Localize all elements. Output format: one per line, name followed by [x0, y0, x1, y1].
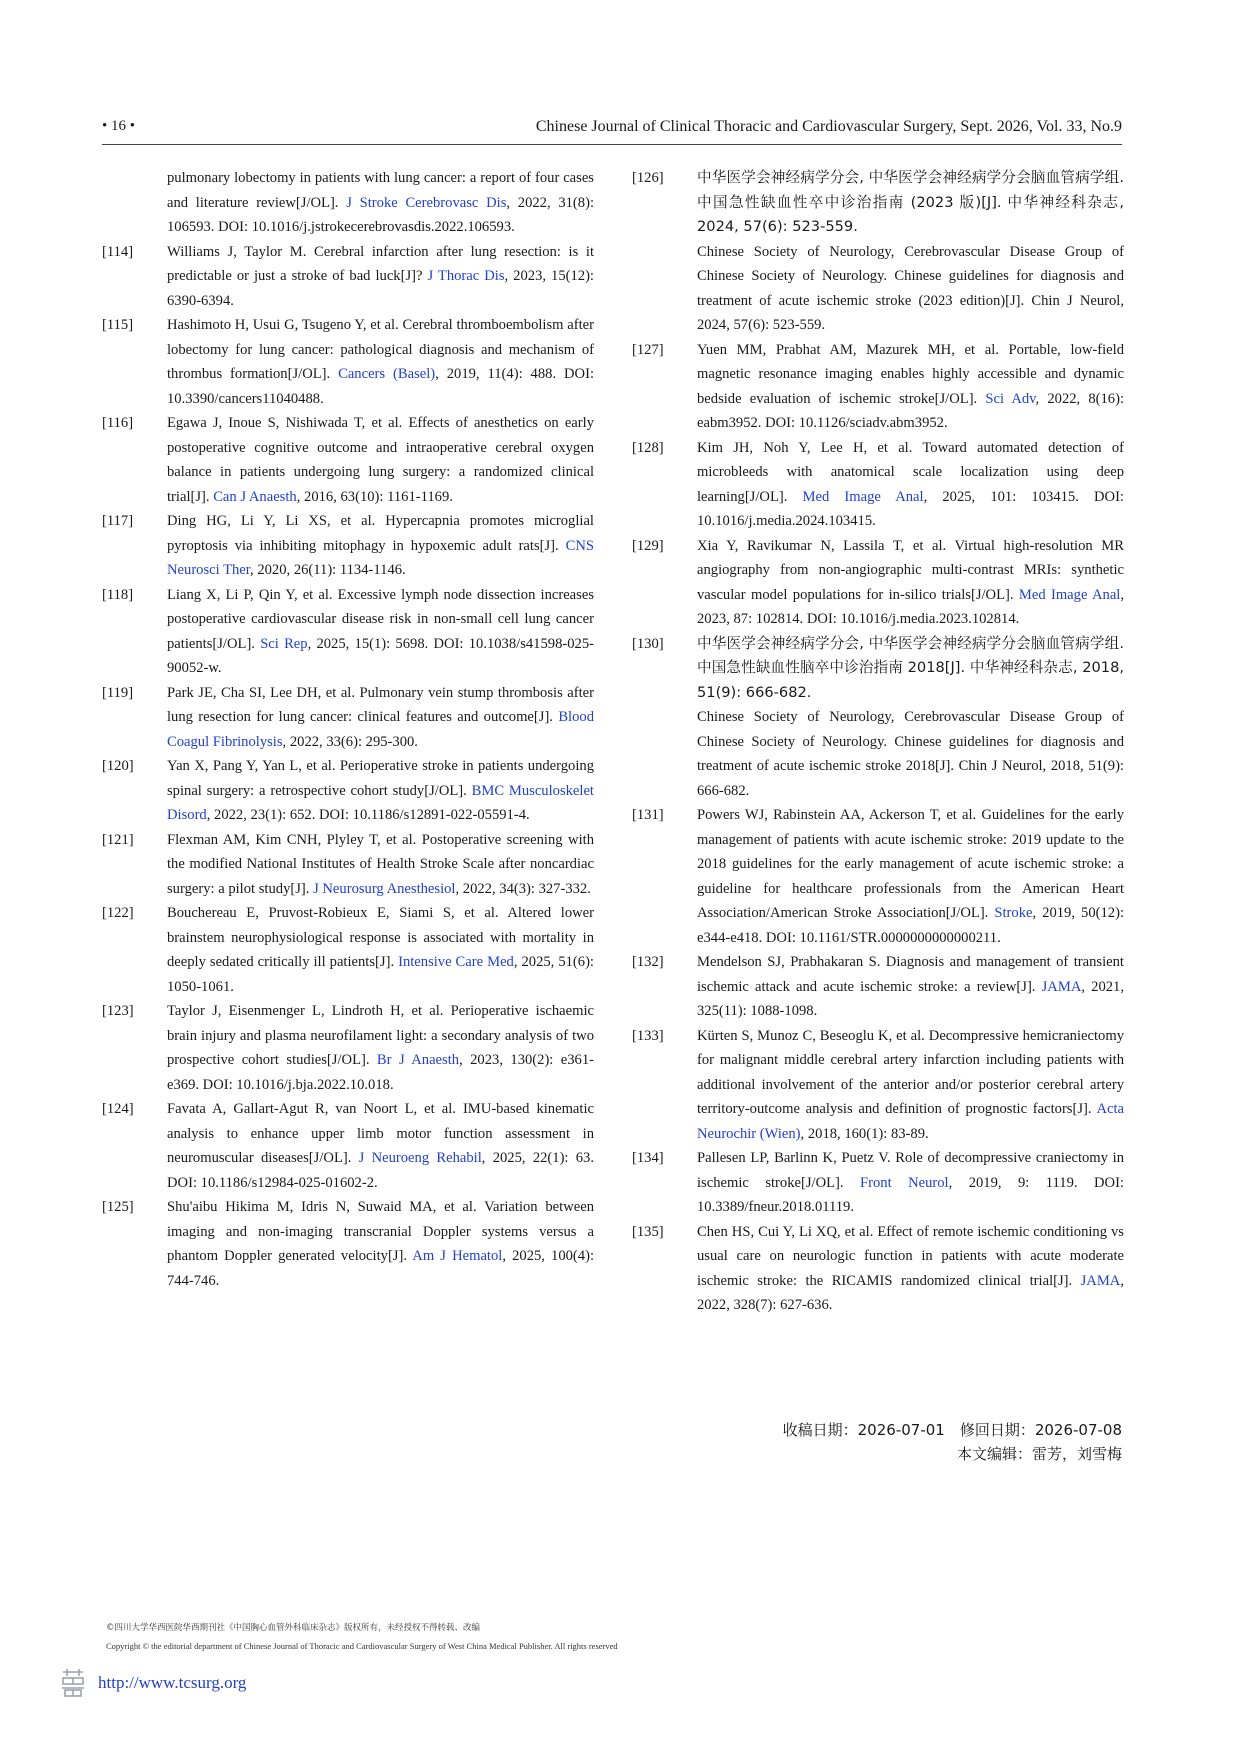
reference-item	[632, 950, 1124, 1024]
reference-number: [121]	[102, 831, 134, 848]
reference-item	[632, 1146, 1124, 1220]
reference-number: [124]	[102, 1101, 134, 1117]
page-number: • 16 •	[102, 118, 136, 134]
journal-link[interactable]: J Neurosurg Anesthesiol	[313, 880, 456, 897]
reference-citation: , 2022, 328(7): 627-636.	[697, 1272, 1124, 1313]
journal-link[interactable]: Front Neurol	[860, 1174, 949, 1191]
journal-link[interactable]: Sci Rep	[260, 635, 308, 652]
reference-citation: , 2025, 51(6): 1050-1061.	[167, 954, 594, 995]
journal-link[interactable]: JAMA	[1080, 1272, 1121, 1289]
journal-link[interactable]: J Stroke Cerebrovasc Dis	[346, 194, 507, 211]
reference-item	[632, 1024, 1124, 1147]
reference-text: Bouchereau E, Pruvost-Robieux E, Siami S, et al. Altered lower brainstem neurophysiological response is associated with mortality in deeply sedated critically ill patients[J].	[167, 905, 594, 970]
header-rule	[102, 144, 1122, 145]
reference-number: [128]	[632, 439, 664, 456]
reference-text: Mendelson SJ, Prabhakaran S. Diagnosis and management of transient ischemic attack and acute ischemic stroke: a review[J].	[697, 954, 1124, 995]
journal-link[interactable]: Stroke	[994, 905, 1033, 921]
reference-number: [132]	[632, 954, 664, 970]
reference-text: Kürten S, Munoz C, Beseoglu K, et al. Decompressive hemicraniectomy for malignant middle cerebral artery infarction including patients with additional involvement of the anterior and/or posterior cerebral artery territory-outcome analysis and definition of prognostic factors[J].	[697, 1027, 1124, 1117]
reference-text: Powers WJ, Rabinstein AA, Ackerson T, et al. Guidelines for the early management of patients with acute ischemic stroke: 2019 update to the 2018 guidelines for the early management of acute ischemic stroke: a guideline for healthcare professionals from the American Heart Association/American Stroke Association[J/OL].	[697, 807, 1124, 921]
reference-number: [134]	[632, 1150, 664, 1166]
reference-number: [117]	[102, 513, 134, 529]
reference-citation: , 2022, 23(1): 652. DOI: 10.1186/s12891-022-05591-4.	[206, 807, 530, 823]
reference-citation: , 2022, 31(8): 106593. DOI: 10.1016/j.jstrokecerebrovasdis.2022.106593.	[167, 194, 595, 235]
reference-number: [119]	[102, 684, 134, 701]
reference-text: Yan X, Pang Y, Yan L, et al. Perioperative stroke in patients undergoing spinal surgery: a retrospective cohort study[J/OL].	[167, 758, 594, 799]
reference-number: [130]	[632, 635, 664, 652]
reference-text-zh: 中华医学会神经病学分会, 中华医学会神经病学分会脑血管病学组. 中国急性缺血性脑卒中诊治指南 2018[J]. 中华神经科杂志, 2018, 51(9): 666-682.	[697, 634, 1124, 701]
copyright-zh: ©四川大学华西医院华西期刊社《中国胸心血管外科临床杂志》版权所有，未经授权不得转载、改编	[106, 1623, 481, 1633]
reference-number: [129]	[632, 537, 664, 554]
reference-citation: , 2020, 26(11): 1134-1146.	[250, 562, 406, 578]
reference-citation: , 2018, 160(1): 83-89.	[800, 1125, 929, 1142]
reference-item	[102, 166, 594, 240]
reference-text: Favata A, Gallart-Agut R, van Noort L, et al. IMU-based kinematic analysis to enhance upper limb motor function assessment in neuromuscular diseases[J/OL].	[167, 1101, 594, 1166]
reference-number: [116]	[102, 415, 134, 431]
reference-citation: , 2022, 8(16): eabm3952. DOI: 10.1126/sciadv.abm3952.	[697, 390, 1124, 431]
reference-item	[102, 754, 594, 828]
reference-item	[632, 632, 1124, 804]
reference-text: Yuen MM, Prabhat AM, Mazurek MH, et al. Portable, low-field magnetic resonance imaging enables highly accessible and dynamic bedside evaluation of ischemic stroke[J/OL].	[697, 341, 1124, 407]
reference-number: [125]	[102, 1199, 134, 1215]
reference-number: [118]	[102, 586, 134, 603]
journal-link[interactable]: Med Image Anal	[802, 488, 924, 505]
reference-text: Flexman AM, Kim CNH, Plyley T, et al. Postoperative screening with the modified National Institutes of Health Stroke Scale after noncardiac surgery: a pilot study[J].	[167, 831, 594, 897]
reference-item	[102, 583, 594, 681]
reference-citation: , 2023, 130(2): e361-e369. DOI: 10.1016/j.bja.2022.10.018.	[167, 1052, 595, 1093]
reference-item	[102, 240, 594, 314]
reference-number: [126]	[632, 170, 664, 186]
journal-link[interactable]: Am J Hematol	[412, 1248, 503, 1264]
reference-text: Taylor J, Eisenmenger L, Lindroth H, et al. Perioperative ischaemic brain injury and plasma neurofilament light: a secondary analysis of two prospective cohort studies[J/OL].	[167, 1003, 594, 1068]
journal-link[interactable]: CNS Neurosci Ther	[167, 537, 594, 578]
reference-text: Pallesen LP, Barlinn K, Puetz V. Role of decompressive craniectomy in ischemic stroke[J/OL].	[697, 1150, 1124, 1191]
reference-number: [133]	[632, 1027, 664, 1044]
dates-block	[783, 1418, 1122, 1466]
reference-number: [122]	[102, 905, 134, 921]
reference-text: Chinese Society of Neurology, Cerebrovascular Disease Group of Chinese Society of Neurology. Chinese guidelines for diagnosis and treatment of acute ischemic stroke 2018[J]. Chin J Neurol, 2018, 51(9): 666-682.	[697, 709, 1124, 799]
reference-number: [123]	[102, 1003, 134, 1019]
reference-number: [115]	[102, 317, 134, 333]
journal-link[interactable]: Intensive Care Med	[398, 954, 514, 970]
reference-item	[102, 999, 594, 1097]
reference-item	[102, 1097, 594, 1195]
reference-column-right	[632, 166, 1124, 1318]
reference-citation: , 2025, 101: 103415. DOI: 10.1016/j.media.2024.103415.	[697, 488, 1124, 529]
reference-item	[632, 534, 1124, 632]
reference-text: Williams J, Taylor M. Cerebral infarction after lung resection: is it predictable or just a stroke of bad luck[J]?	[167, 243, 594, 284]
reference-item	[632, 166, 1124, 338]
journal-link[interactable]: Cancers (Basel)	[338, 366, 436, 382]
reference-item	[102, 901, 594, 999]
reference-text: Shu'aibu Hikima M, Idris N, Suwaid MA, et al. Variation between imaging and non-imaging transcranial Doppler systems versus a phantom Doppler generated velocity[J].	[167, 1199, 594, 1264]
reference-number: [114]	[102, 243, 134, 260]
journal-link[interactable]: J Thorac Dis	[427, 268, 505, 284]
reference-item	[632, 1220, 1124, 1318]
reference-text: Egawa J, Inoue S, Nishiwada T, et al. Effects of anesthetics on early postoperative cognitive outcome and intraoperative cerebral oxygen balance in patients undergoing lung surgery: a randomized clinical trial[J].	[167, 415, 594, 505]
reference-text: Park JE, Cha SI, Lee DH, et al. Pulmonary vein stump thrombosis after lung resection for lung cancer: clinical features and outcome[J].	[167, 684, 594, 725]
journal-link[interactable]: Med Image Anal	[1018, 586, 1121, 603]
journal-link[interactable]: BMC Musculoskelet Disord	[167, 782, 594, 823]
journal-link[interactable]: Sci Adv	[985, 390, 1036, 407]
reference-number: [127]	[632, 341, 664, 358]
reference-citation: , 2016, 63(10): 1161-1169.	[296, 488, 453, 505]
reference-item	[102, 681, 594, 755]
reference-citation: , 2019, 50(12): e344-e418. DOI: 10.1161/STR.0000000000000211.	[697, 905, 1125, 946]
reference-citation: , 2019, 9: 1119. DOI: 10.3389/fneur.2018.01119.	[697, 1174, 1124, 1215]
reference-item	[102, 828, 594, 902]
reference-citation: , 2022, 34(3): 327-332.	[455, 880, 591, 897]
reference-item	[102, 411, 594, 509]
reference-text: Xia Y, Ravikumar N, Lassila T, et al. Virtual high-resolution MR angiography from non-angiographic multi-contrast MRIs: synthetic vascular model populations for in-silico trials[J/OL].	[697, 537, 1124, 603]
reference-citation: , 2025, 100(4): 744-746.	[167, 1248, 595, 1289]
reference-number: [135]	[632, 1223, 664, 1240]
reference-text: Kim JH, Noh Y, Lee H, et al. Toward automated detection of microbleeds with anatomical scale localization using deep learning[J/OL].	[697, 439, 1124, 505]
reference-item	[632, 803, 1124, 950]
reference-column-left	[102, 166, 594, 1293]
reference-item	[102, 1195, 594, 1293]
reference-text: Liang X, Li P, Qin Y, et al. Excessive lymph node dissection increases postoperative cardiovascular disease risk in non-small cell lung cancer patients[J/OL].	[167, 586, 594, 652]
journal-link[interactable]: JAMA	[1041, 978, 1082, 995]
reference-number: [131]	[632, 807, 664, 823]
journal-link[interactable]: J Neuroeng Rehabil	[358, 1150, 482, 1166]
journal-link[interactable]: Blood Coagul Fibrinolysis	[167, 709, 594, 750]
reference-citation: , 2023, 87: 102814. DOI: 10.1016/j.media.2023.102814.	[697, 586, 1125, 627]
copyright-en: Copyright © the editorial department of Chinese Journal of Thoracic and Cardiovascular Surgery of West China Medical Publisher. All rights reserved	[106, 1641, 618, 1651]
journal-website-link[interactable]: http://www.tcsurg.org	[98, 1673, 247, 1692]
reference-text-zh: 中华医学会神经病学分会, 中华医学会神经病学分会脑血管病学组. 中国急性缺血性卒中诊治指南 (2023 版)[J]. 中华神经科杂志, 2024, 57(6): 523-559.	[697, 169, 1124, 235]
reference-item	[632, 436, 1124, 534]
received-revised-dates: 收稿日期：2026-07-01 修回日期：2026-07-08	[782, 1421, 1122, 1439]
reference-text: Ding HG, Li Y, Li XS, et al. Hypercapnia promotes microglial pyroptosis via inhibiting mitophagy in hypoxemic adult rats[J].	[167, 513, 594, 554]
journal-link[interactable]: Can J Anaesth	[213, 488, 297, 505]
journal-title: Chinese Journal of Clinical Thoracic and Cardiovascular Surgery, Sept. 2026, Vol. 33, No.9	[535, 118, 1122, 135]
reference-item	[632, 338, 1124, 436]
journal-link[interactable]: Acta Neurochir (Wien)	[697, 1101, 1124, 1142]
reference-text: Chinese Society of Neurology, Cerebrovascular Disease Group of Chinese Society of Neurology. Chinese guidelines for diagnosis and treatment of acute ischemic stroke (2023 edition)[J]. Chin J Neurol, 2024, 57(6): 523-559.	[697, 243, 1124, 333]
reference-citation: , 2025, 15(1): 5698. DOI: 10.1038/s41598-025-90052-w.	[167, 635, 594, 676]
reference-number: [120]	[102, 758, 134, 774]
reference-text: pulmonary lobectomy in patients with lung cancer: a report of four cases and literature review[J/OL].	[167, 170, 594, 211]
reference-text: Hashimoto H, Usui G, Tsugeno Y, et al. Cerebral thromboembolism after lobectomy for lung cancer: pathological diagnosis and mechanism of thrombus formation[J/OL].	[167, 317, 594, 382]
reference-item	[102, 509, 594, 583]
reference-text: Chen HS, Cui Y, Li XQ, et al. Effect of remote ischemic conditioning vs usual care on neurologic function in patients with acute moderate ischemic stroke: the RICAMIS randomized clinical trial[J].	[697, 1223, 1124, 1289]
journal-logo-icon	[60, 1668, 86, 1698]
reference-citation: , 2023, 15(12): 6390-6394.	[167, 268, 594, 309]
reference-item	[102, 313, 594, 411]
reference-citation: , 2022, 33(6): 295-300.	[282, 733, 418, 750]
reference-citation: , 2025, 22(1): 63. DOI: 10.1186/s12984-025-01602-2.	[167, 1150, 594, 1191]
reference-citation: , 2021, 325(11): 1088-1098.	[697, 978, 1124, 1019]
page-header	[102, 118, 1122, 142]
editors: 本文编辑：雷芳，刘雪梅	[956, 1445, 1122, 1463]
journal-link[interactable]: Br J Anaesth	[376, 1052, 460, 1068]
reference-citation: , 2019, 11(4): 488. DOI: 10.3390/cancers11040488.	[167, 366, 595, 407]
